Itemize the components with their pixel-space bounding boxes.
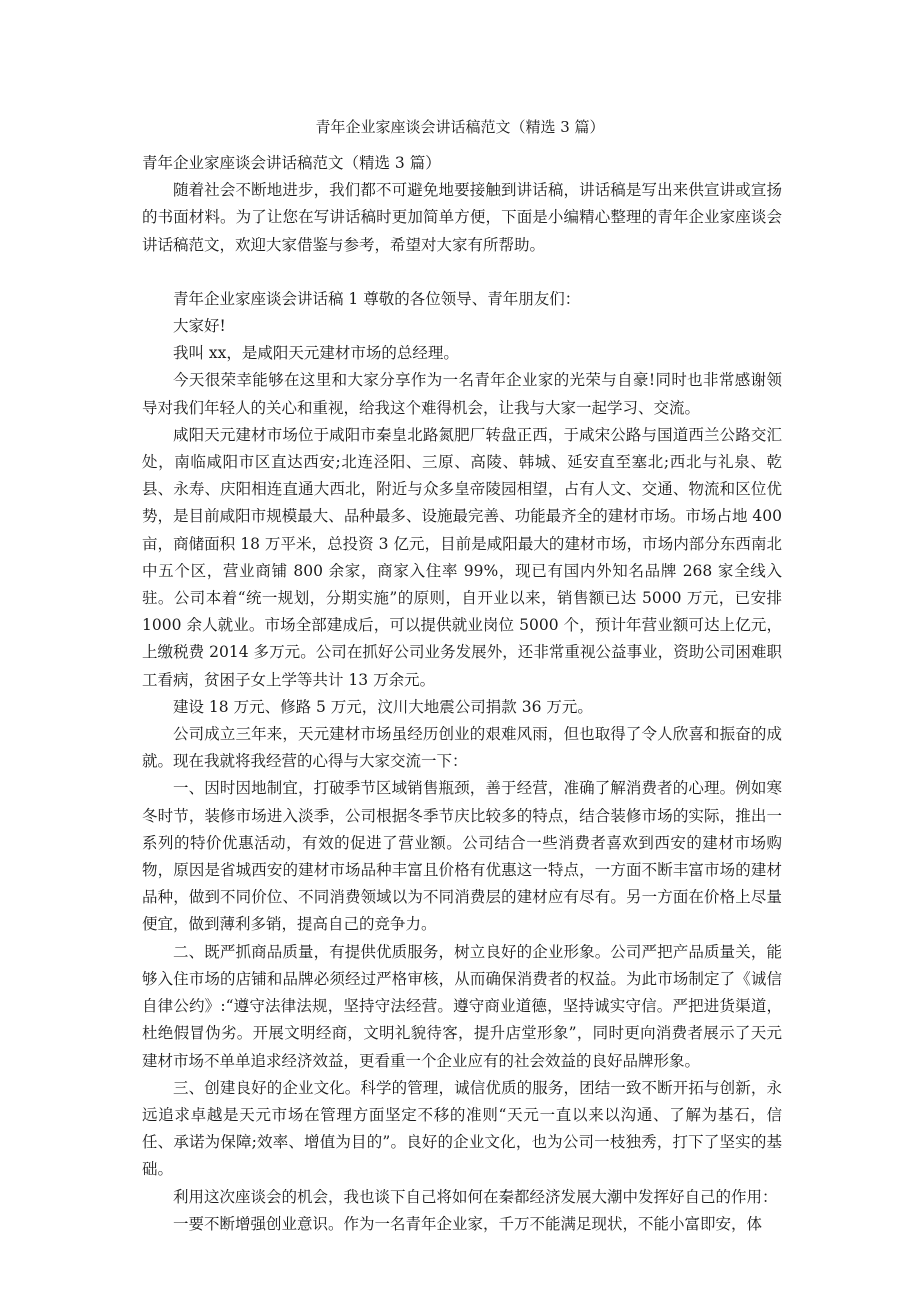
paragraph: 今天很荣幸能够在这里和大家分享作为一名青年企业家的光荣与自豪!同时也非常感谢领导对我们年轻人的关心和重视，给我这个难得机会，让我与大家一起学习、交流。 [142,371,782,417]
paragraph: 公司成立三年来，天元建材市场虽经历创业的艰难风雨，但也取得了令人欣喜和振奋的成就。现在我就将我经营的心得与大家交流一下： [142,725,782,771]
paragraph: 青年企业家座谈会讲话稿 1 尊敬的各位领导、青年朋友们： [173,289,581,308]
paragraph: 青年企业家座谈会讲话稿范文（精选 3 篇） [142,154,441,172]
paragraph: 建设 18 万元、修路 5 万元，汶川大地震公司捐款 36 万元。 [173,697,593,716]
document-body [142,150,782,1238]
paragraph-spacer [142,259,782,286]
document-title: 青年企业家座谈会讲话稿范文（精选 3 篇） [315,118,605,136]
paragraph: 三、创建良好的企业文化。科学的管理，诚信优质的服务，团结一致不断开拓与创新，永远追求卓越是天元市场在管理方面坚定不移的准则“天元一直以来以沟通、了解为基石，信任、承诺为保障;效率、增值为目的”。良好的企业文化，也为公司一枝独秀，打下了坚实的基础。 [142,1078,782,1179]
paragraph: 一、因时因地制宜，打破季节区域销售瓶颈，善于经营，准确了解消费者的心理。例如寒冬时节，装修市场进入淡季，公司根据冬季节庆比较多的特点，结合装修市场的实际，推出一系列的特价优惠活动，有效的促进了营业额。公司结合一些消费者喜欢到西安的建材市场购物，原因是省城西安的建材市场品种丰富且价格有优惠这一特点，一方面不断丰富市场的建材品种，做到不同价位、不同消费领域以为不同消费层的建材应有尽有。另一方面在价格上尽量便宜，做到薄利多销，提高自己的竞争力。 [142,779,782,934]
paragraph: 随着社会不断地进步，我们都不可避免地要接触到讲话稿，讲话稿是写出来供宣讲或宣扬的书面材料。为了让您在写讲话稿时更加简单方便，下面是小编精心整理的青年企业家座谈会讲话稿范文，欢迎大家借鉴与参考，希望对大家有所帮助。 [142,181,782,254]
paragraph: 一要不断增强创业意识。作为一名青年企业家，千万不能满足现状，不能小富即安，体 [173,1214,763,1233]
paragraph: 利用这次座谈会的机会，我也谈下自己将如何在秦都经济发展大潮中发挥好自己的作用： [173,1187,778,1206]
paragraph: 咸阳天元建材市场位于咸阳市秦皇北路氮肥厂转盘正西，于咸宋公路与国道西兰公路交汇处，南临咸阳市区直达西安;北连泾阳、三原、高陵、韩城、延安直至塞北;西北与礼泉、乾县、永寿、庆阳相连直通大西北，附近与众多皇帝陵园相望，占有人文、交通、物流和区位优势，是目前咸阳市规模最大、品种最多、设施最完善、功能最齐全的建材市场。市场占地 400 亩，商储面积 18 万平米，总投资 3 亿元，目前是咸阳最大的建材市场，市场内部分东西南北中五个区，营业商铺 800 余家，商家入住率 99%，现已有国内外知名品牌 268 家全线入驻。公司本着“统一规划，分期实施”的原则，自开业以来，销售额已达 5000 万元，已安排 1000 余人就业。市场全部建成后，可以提供就业岗位 5000 个，预计年营业额可达上亿元，上缴税费 2014 多万元。公司在抓好公司业务发展外，还非常重视公益事业，资助公司困难职工看病，贫困子女上学等共计 13 万余元。 [142,425,782,689]
paragraph: 二、既严抓商品质量，有提供优质服务，树立良好的企业形象。公司严把产品质量关，能够入住市场的店铺和品牌必须经过严格审核，从而确保消费者的权益。为此市场制定了《诚信自律公约》:“遵守法律法规，坚持守法经营。遵守商业道德，坚持诚实守信。严把进货渠道，杜绝假冒伪劣。开展文明经商，文明礼貌待客，提升店堂形象”，同时更向消费者展示了天元建材市场不单单追求经济效益，更看重一个企业应有的社会效益的良好品牌形象。 [142,942,782,1070]
paragraph: 我叫 xx，是咸阳天元建材市场的总经理。 [173,344,459,363]
paragraph: 大家好! [173,317,226,336]
